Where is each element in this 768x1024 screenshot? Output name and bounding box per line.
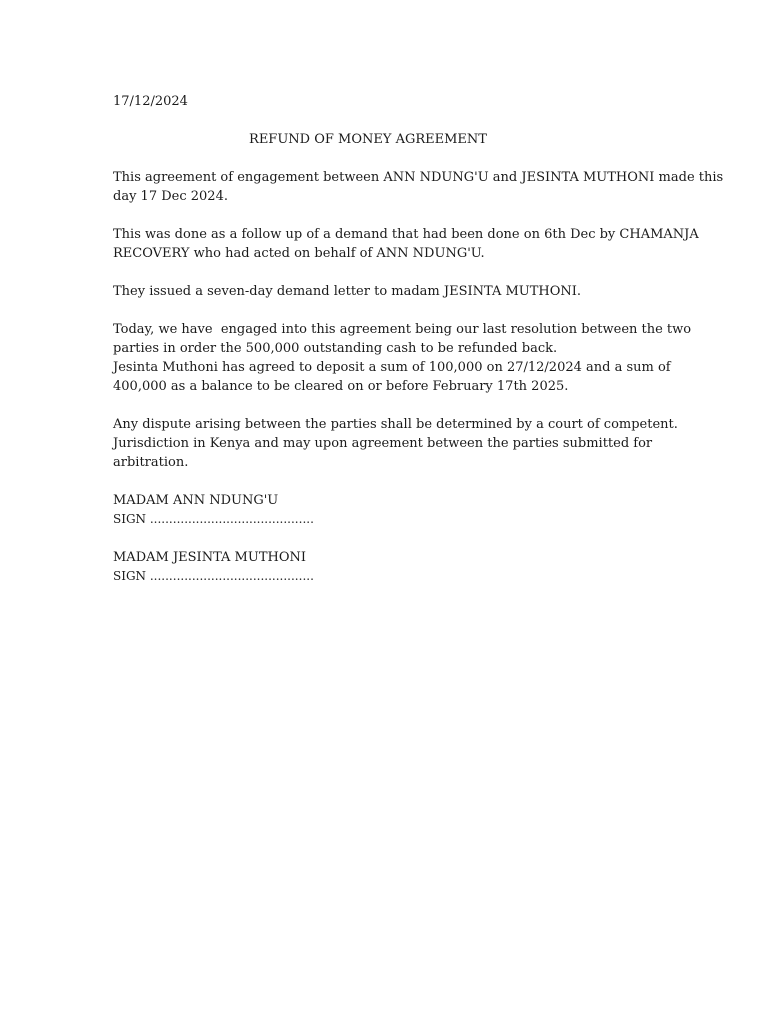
document-page bbox=[113, 92, 724, 605]
paragraph-line: Jurisdiction in Kenya and may upon agreement between the parties submitted for bbox=[113, 436, 653, 451]
paragraph-dispute bbox=[113, 415, 678, 472]
signature-line: SIGN ........................................... bbox=[113, 512, 314, 526]
paragraph-line: This was done as a follow up of a demand that had been done on 6th Dec by CHAMANJA bbox=[113, 227, 699, 242]
paragraph-line: Jesinta Muthoni has agreed to deposit a sum of 100,000 on 27/12/2024 and a sum of bbox=[113, 360, 671, 375]
paragraph-line: parties in order the 500,000 outstanding cash to be refunded back. bbox=[113, 341, 558, 356]
paragraph-line: They issued a seven-day demand letter to madam JESINTA MUTHONI. bbox=[113, 284, 582, 299]
paragraph-terms bbox=[113, 320, 692, 396]
paragraph-engagement bbox=[113, 168, 724, 206]
paragraph-follow-up bbox=[113, 225, 699, 263]
paragraph-demand-letter bbox=[113, 282, 653, 301]
paragraph-line: Today, we have engaged into this agreement being our last resolution between the two bbox=[113, 322, 692, 337]
paragraph-line: RECOVERY who had acted on behalf of ANN NDUNG'U. bbox=[113, 246, 485, 261]
paragraph-line: This agreement of engagement between ANN NDUNG'U and JESINTA MUTHONI made this bbox=[113, 170, 724, 185]
signature-block-ann bbox=[113, 491, 653, 529]
signatory-name: MADAM JESINTA MUTHONI bbox=[113, 550, 306, 565]
paragraph-line: 400,000 as a balance to be cleared on or before February 17th 2025. bbox=[113, 379, 569, 394]
paragraph-line: Any dispute arising between the parties shall be determined by a court of competent. bbox=[113, 417, 678, 432]
signature-line: SIGN ........................................... bbox=[113, 569, 314, 583]
signature-block-jesinta bbox=[113, 548, 653, 586]
document-title: REFUND OF MONEY AGREEMENT bbox=[249, 132, 487, 147]
document-date: 17/12/2024 bbox=[113, 94, 188, 109]
paragraph-line: day 17 Dec 2024. bbox=[113, 189, 228, 204]
signatory-name: MADAM ANN NDUNG'U bbox=[113, 493, 279, 508]
paragraph-line: arbitration. bbox=[113, 455, 189, 470]
